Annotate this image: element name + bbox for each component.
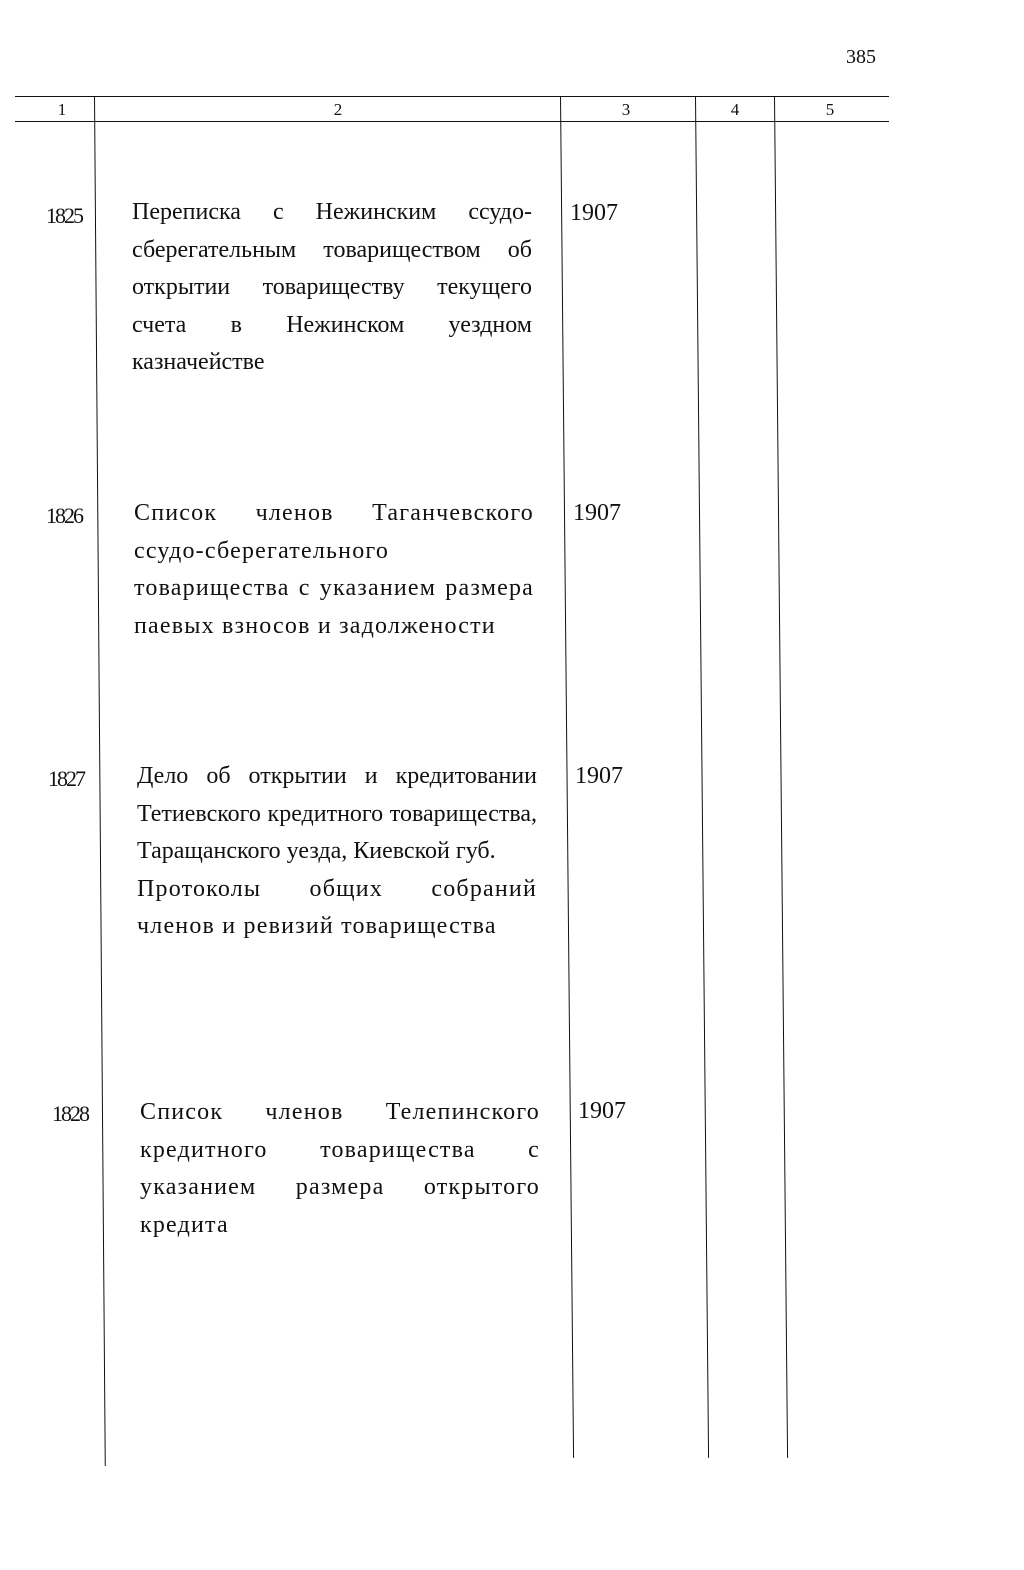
entry-description <box>134 495 534 645</box>
entry-description <box>140 1094 540 1244</box>
entry-number: 1828 <box>52 1101 88 1126</box>
column-header-4: 4 <box>730 100 740 119</box>
entry-year: 1907 <box>570 200 618 226</box>
column-header-1: 1 <box>57 100 67 119</box>
column-divider-1 <box>94 96 106 1466</box>
entry-number: 1827 <box>48 766 84 791</box>
header-top-rule <box>15 96 889 97</box>
column-header-2: 2 <box>333 100 343 119</box>
page-number: 385 <box>846 46 876 68</box>
column-divider-4 <box>774 96 788 1458</box>
entry-year: 1907 <box>573 500 621 526</box>
column-header-5: 5 <box>825 100 835 119</box>
entry-description-text: Список членов Таганчевского ссудо-сберегательного товарищества с указанием размера паевых взносов и задолжености <box>134 500 534 639</box>
entry-description-text: Протоколы общих собраний членов и ревизий товарищества <box>137 875 537 939</box>
column-divider-2 <box>560 96 574 1458</box>
entry-description <box>132 194 532 382</box>
column-divider-3 <box>695 96 709 1458</box>
entry-number: 1826 <box>46 503 82 528</box>
header-bottom-rule <box>15 121 889 122</box>
entry-description <box>137 758 537 946</box>
column-header-3: 3 <box>621 100 631 119</box>
entry-year: 1907 <box>575 763 623 789</box>
entry-description-text: Список членов Телепинского кредитного товарищества с указанием размера открытого кредита <box>140 1099 540 1238</box>
entry-description-text: Дело об открытии и кредитовании Тетиевского кредитного товарищества, Таращанского уезда, Киевской губ. <box>137 763 537 864</box>
entry-number: 1825 <box>46 203 82 228</box>
entry-year: 1907 <box>578 1098 626 1124</box>
entry-description-text: Переписка с Нежинским ссудо-сберегательным товариществом об открытии товариществу текущего счета в Нежинском уездном казначействе <box>132 199 532 375</box>
